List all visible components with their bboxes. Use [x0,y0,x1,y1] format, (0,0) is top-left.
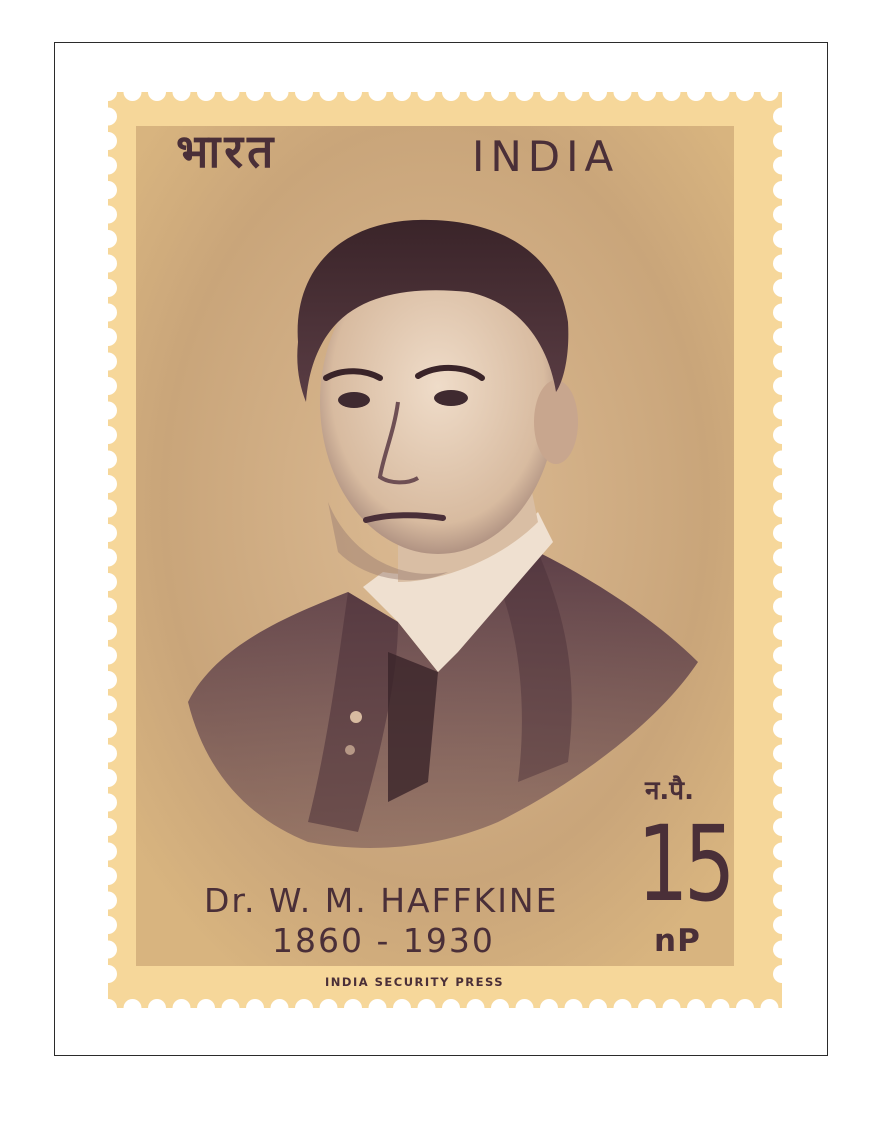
perforation-hole [467,83,485,101]
perforation-hole [565,83,583,101]
perforation-hole [773,132,791,150]
perforation-hole [773,573,791,591]
perforation-hole [344,83,362,101]
perforation-hole [773,965,791,983]
perforation-hole [99,206,117,224]
perforation-hole [99,720,117,738]
perforation-hole [148,83,166,101]
perforation-hole [773,524,791,542]
perforation-hole [773,818,791,836]
perforation-hole [736,999,754,1017]
perforation-hole [418,83,436,101]
perforation-hole [773,916,791,934]
perforation-hole [99,426,117,444]
perforation-hole [736,83,754,101]
perforation-hole [99,573,117,591]
perforation-hole [295,83,313,101]
perforation-hole [773,328,791,346]
perforation-hole [712,83,730,101]
perforation-hole [99,108,117,126]
perforation-hole [99,745,117,763]
perforation-hole [148,999,166,1017]
perforation-hole [99,867,117,885]
perforation-hole [516,83,534,101]
perforation-hole [99,916,117,934]
perforation-hole [99,377,117,395]
perforation-hole [638,999,656,1017]
perforation-hole [773,769,791,787]
perforation-hole [773,867,791,885]
perforation-hole [442,999,460,1017]
perforation-hole [99,999,117,1017]
perforation-hole [773,230,791,248]
perforation-hole [773,402,791,420]
perforation-hole [393,999,411,1017]
perforation-hole [638,83,656,101]
perforation-hole [773,377,791,395]
perforation-hole [173,83,191,101]
perforation-hole [442,83,460,101]
perforation-hole [773,794,791,812]
perforation-hole [99,598,117,616]
perforation-hole [99,843,117,861]
perforation-hole [99,279,117,297]
perforation-hole [773,598,791,616]
perforation-hole [565,999,583,1017]
perforation-hole [222,83,240,101]
perforation-hole [99,83,117,101]
perforation-hole [773,108,791,126]
perforation-hole [99,965,117,983]
perforation-hole [761,83,779,101]
perforation-hole [369,83,387,101]
printer-imprint: INDIA SECURITY PRESS [325,975,505,989]
perforation-hole [173,999,191,1017]
perforation-hole [99,255,117,273]
perforation-hole [99,181,117,199]
perforation-hole [773,941,791,959]
perforation-hole [99,622,117,640]
perforation-hole [99,304,117,322]
perforation-hole [99,794,117,812]
perforation-hole [99,230,117,248]
perforation-hole [773,843,791,861]
perforation-hole [467,999,485,1017]
perforation-hole [773,451,791,469]
perforation-hole [773,500,791,518]
perforation-hole [614,83,632,101]
perforation-hole [99,353,117,371]
perforation-hole [99,696,117,714]
perforation-hole [516,999,534,1017]
perforation-hole [773,157,791,175]
perforation-hole [589,999,607,1017]
perforation-hole [761,999,779,1017]
perforation-hole [773,720,791,738]
perforation-hole [344,999,362,1017]
perforation-hole [197,83,215,101]
perforation-hole [687,999,705,1017]
denomination-unit: nP [654,923,701,959]
perforation-hole [99,818,117,836]
denomination-unit-hindi: न.पै. [645,776,694,806]
denomination-value: 15 [637,803,731,925]
perforation-hole [246,999,264,1017]
perforation-hole [99,328,117,346]
stamp-country: INDIA [472,132,620,181]
perforation-hole [320,83,338,101]
perforation-hole [687,83,705,101]
subject-name: Dr. W. M. HAFFKINE [204,881,559,920]
perforation-hole [99,451,117,469]
perforation-hole [773,671,791,689]
perforation-hole [773,696,791,714]
perforation-hole [271,83,289,101]
perforation-hole [271,999,289,1017]
perforation-hole [773,549,791,567]
perforation-hole [773,255,791,273]
perforation-hole [99,157,117,175]
perforation-hole [393,83,411,101]
perforation-hole [99,647,117,665]
perforation-hole [540,83,558,101]
perforation-hole [773,892,791,910]
perforation-hole [99,500,117,518]
perforation-hole [663,999,681,1017]
perforation-hole [540,999,558,1017]
perforation-hole [99,402,117,420]
perforation-hole [99,524,117,542]
perforation-hole [99,132,117,150]
perforation-hole [222,999,240,1017]
perforation-hole [773,426,791,444]
perforation-hole [773,647,791,665]
perforation-hole [99,769,117,787]
perforation-hole [663,83,681,101]
perforation-hole [99,892,117,910]
perforation-hole [589,83,607,101]
subject-years: 1860 - 1930 [272,921,495,960]
perforation-hole [124,999,142,1017]
perforation-hole [773,206,791,224]
stamp-title-hindi: भारत [176,124,278,178]
perforation-hole [773,304,791,322]
perforation-hole [491,999,509,1017]
perforation-hole [124,83,142,101]
perforation-hole [246,83,264,101]
perforation-hole [320,999,338,1017]
perforation-hole [197,999,215,1017]
perforation-hole [99,475,117,493]
perforation-hole [369,999,387,1017]
perforation-hole [418,999,436,1017]
perforation-hole [773,475,791,493]
perforation-hole [712,999,730,1017]
perforation-hole [773,181,791,199]
perforation-hole [99,549,117,567]
perforation-hole [773,279,791,297]
perforation-hole [491,83,509,101]
perforation-hole [99,941,117,959]
perforation-hole [99,671,117,689]
perforation-hole [614,999,632,1017]
perforation-hole [773,353,791,371]
perforation-hole [773,745,791,763]
perforation-hole [295,999,313,1017]
perforation-hole [773,622,791,640]
